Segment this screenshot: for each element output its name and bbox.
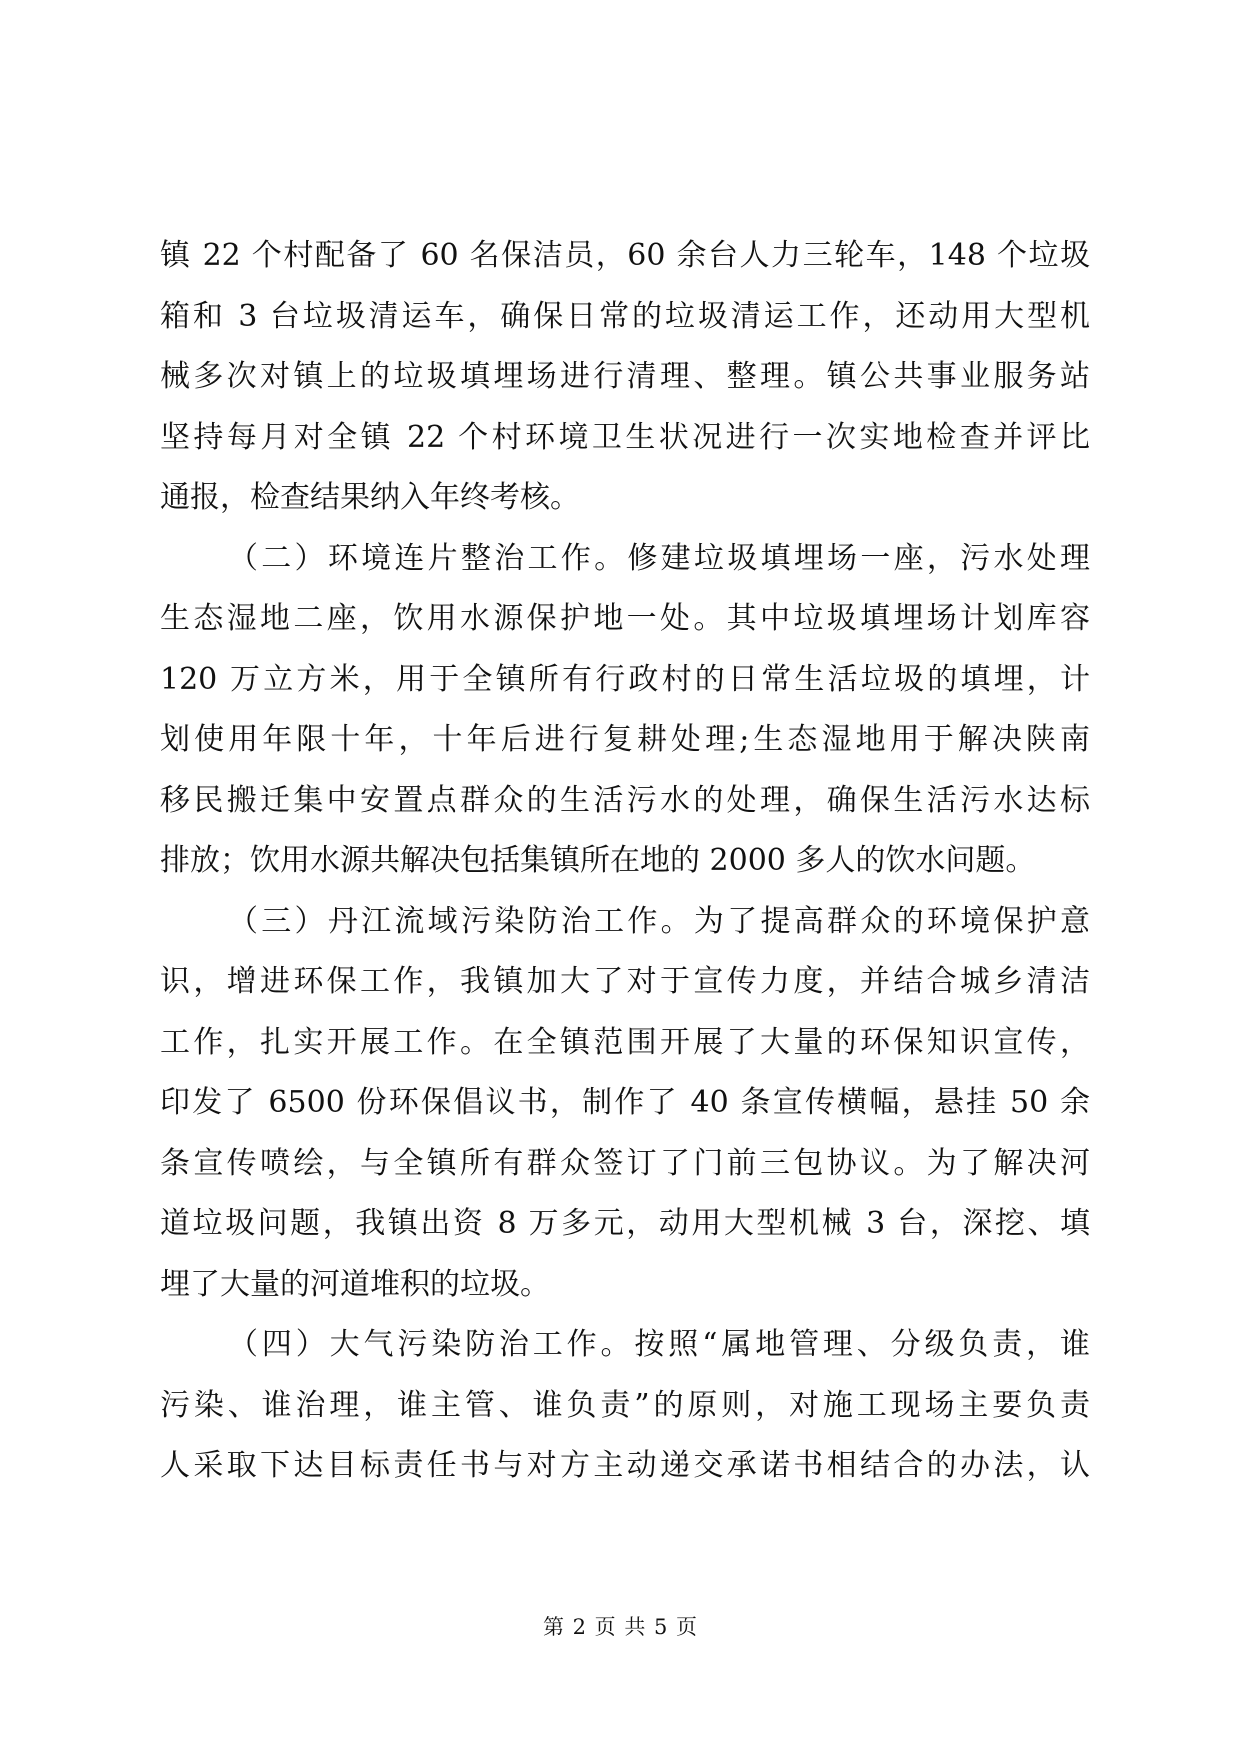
text-line: 120 万立方米，用于全镇所有行政村的日常生活垃圾的填埋，计: [160, 661, 1090, 697]
paragraph: [160, 226, 1090, 529]
text-line: 工作，扎实开展工作。在全镇范围开展了大量的环保知识宣传，: [160, 1024, 1090, 1060]
text-line: 人采取下达目标责任书与对方主动递交承诺书相结合的办法，认: [160, 1448, 1090, 1483]
text-line: （四）大气污染防治工作。按照“属地管理、分级负责，谁: [228, 1327, 1090, 1362]
text-line: 识，增进环保工作，我镇加大了对于宣传力度，并结合城乡清洁: [160, 964, 1090, 999]
text-line: 印发了 6500 份环保倡议书，制作了 40 条宣传横幅，悬挂 50 余: [160, 1085, 1090, 1120]
paragraph: [160, 1315, 1090, 1497]
text-line: 道垃圾问题，我镇出资 8 万多元，动用大型机械 3 台，深挖、填: [160, 1206, 1090, 1241]
text-line: 械多次对镇上的垃圾填埋场进行清理、整理。镇公共事业服务站: [160, 359, 1090, 394]
text-line: 生态湿地二座，饮用水源保护地一处。其中垃圾填埋场计划库容: [160, 601, 1090, 636]
text-line: （二）环境连片整治工作。修建垃圾填埋场一座，污水处理: [228, 540, 1090, 576]
page-number-footer: 第 2 页 共 5 页: [542, 1615, 699, 1639]
text-line: 坚持每月对全镇 22 个村环境卫生状况进行一次实地检查并评比: [160, 419, 1090, 455]
text-line: 移民搬迁集中安置点群众的生活污水的处理，确保生活污水达标: [160, 782, 1090, 818]
paragraph: [160, 529, 1090, 892]
text-line: 镇 22 个村配备了 60 名保洁员，60 余台人力三轮车，148 个垃圾: [160, 238, 1090, 273]
text-line: 污染、谁治理，谁主管、谁负责”的原则，对施工现场主要负责: [160, 1387, 1090, 1423]
text-line: 埋了大量的河道堆积的垃圾。: [160, 1266, 550, 1302]
text-line: 通报，检查结果纳入年终考核。: [160, 480, 580, 515]
text-line: 箱和 3 台垃圾清运车，确保日常的垃圾清运工作，还动用大型机: [160, 298, 1090, 334]
text-line: 排放；饮用水源共解决包括集镇所在地的 2000 多人的饮水问题。: [160, 843, 1036, 878]
text-line: （三）丹江流域污染防治工作。为了提高群众的环境保护意: [228, 903, 1090, 939]
paragraph: [160, 892, 1090, 1316]
document-body: [160, 226, 1090, 1497]
text-line: 划使用年限十年，十年后进行复耕处理;生态湿地用于解决陕南: [160, 722, 1090, 757]
text-line: 条宣传喷绘，与全镇所有群众签订了门前三包协议。为了解决河: [160, 1145, 1090, 1181]
